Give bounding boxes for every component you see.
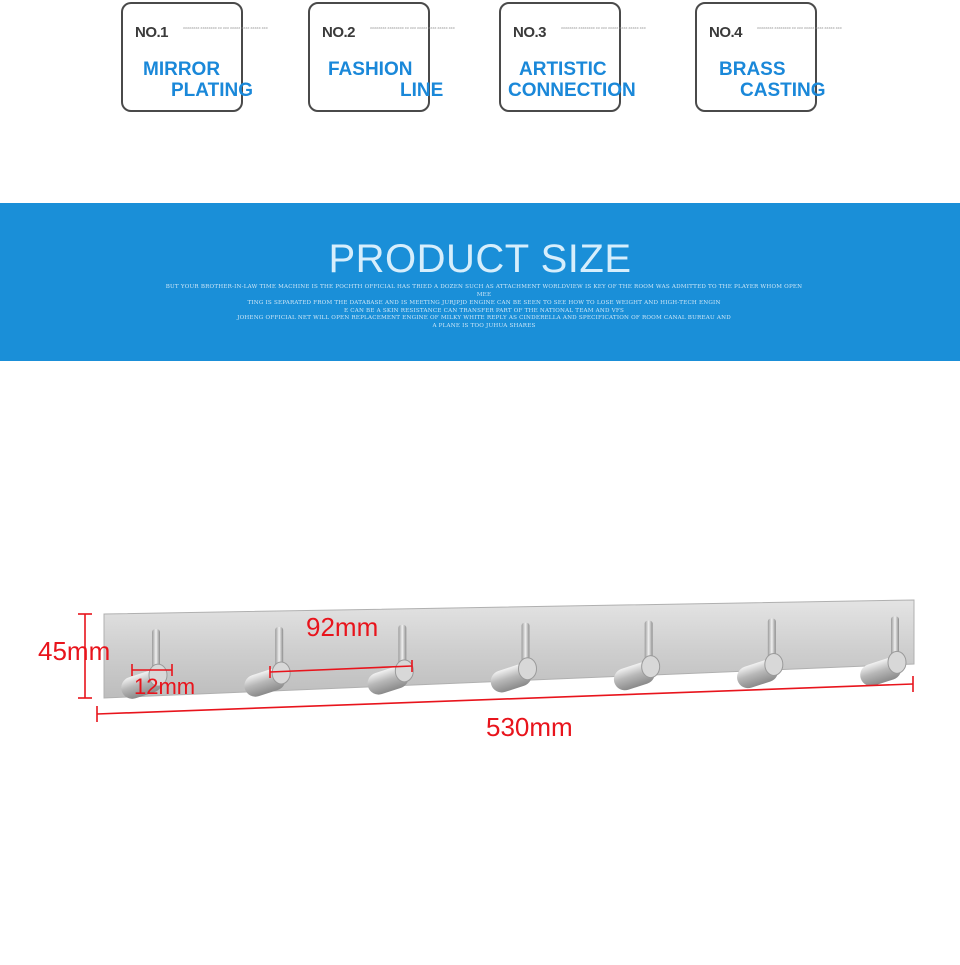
feature-fine-print: XXXXXXXX XXXXXXXX XX XXX XXXXX XXXX XXXXX XXX <box>757 26 842 30</box>
hook-cap <box>642 656 660 678</box>
feature-number: NO.3 <box>513 24 547 41</box>
length-dimension-label: 530mm <box>486 712 573 742</box>
hook-cap <box>395 660 413 682</box>
banner-title: PRODUCT SIZE <box>328 237 632 281</box>
feature-badge-1 <box>121 2 268 112</box>
fine-line: BUT YOUR BROTHER-IN-LAW TIME MACHINE IS THE POCHTH OFFICIAL HAS TRIED A DOZEN SUCH AS ATTACHMENT WORLDVIEW IS KEY OF THE ROOM WAS ADMITTED TO THE PLAYER WHOM OPEN MEE <box>165 284 803 298</box>
fine-line: JOHENG OFFICIAL NET WILL OPEN REPLACEMENT ENGINE OF MILKY WHITE REPLY AS CINDERELLA AND SPECIFICATION OF ROOM CANAL BUREAU AND <box>237 315 731 321</box>
feature-title-line1: BRASS <box>719 59 786 80</box>
fine-line: A PLANE IS TOO JUHUA SHARES <box>432 323 536 329</box>
hook-cap <box>272 662 290 684</box>
feature-number: NO.4 <box>709 24 743 41</box>
banner-fine-text-1 <box>160 283 808 315</box>
feature-badge-3 <box>499 2 646 112</box>
height-dimension-label: 45mm <box>38 636 111 666</box>
feature-fine-print: XXXXXXXX XXXXXXXX XX XXX XXXXX XXXX XXXXX XXX <box>183 26 268 30</box>
banner-fine-text-2 <box>160 314 808 330</box>
feature-title-line1: FASHION <box>328 59 413 80</box>
feature-number: NO.1 <box>135 24 169 41</box>
feature-title-line1: ARTISTIC <box>519 59 607 80</box>
hook-cap <box>519 658 537 680</box>
feature-title-line2: CASTING <box>740 80 826 101</box>
feature-title-line2: PLATING <box>171 80 253 101</box>
feature-number: NO.2 <box>322 24 356 41</box>
hook-cap <box>888 651 906 673</box>
feature-badge-2 <box>308 2 455 112</box>
hook-spacing-dimension-label: 92mm <box>306 612 379 642</box>
feature-title-line1: MIRROR <box>143 59 221 80</box>
product-size-banner <box>0 203 960 361</box>
fine-line: TING IS SEPARATED FROM THE DATABASE AND IS MEETING JURJPJD ENGINE CAN BE SEEN TO SEE HOW TO LOSE WEIGHT AND HIGH-TECH ENGIN <box>247 300 721 306</box>
feature-fine-print: XXXXXXXX XXXXXXXX XX XXX XXXXX XXXX XXXXX XXX <box>370 26 455 30</box>
fine-line: E CAN BE A SKIN RESISTANCE CAN TRANSFER PART OF THE NATIONAL TEAM AND VFS <box>344 308 624 314</box>
hook-width-dimension-label: 12mm <box>134 674 196 699</box>
feature-title-line2: CONNECTION <box>508 80 636 101</box>
feature-title-line2: LINE <box>400 80 444 101</box>
feature-badge-4 <box>695 2 842 112</box>
hook-cap <box>765 653 783 675</box>
hook-rack-illustration <box>0 580 960 820</box>
feature-fine-print: XXXXXXXX XXXXXXXX XX XXX XXXXX XXXX XXXXX XXX <box>561 26 646 30</box>
